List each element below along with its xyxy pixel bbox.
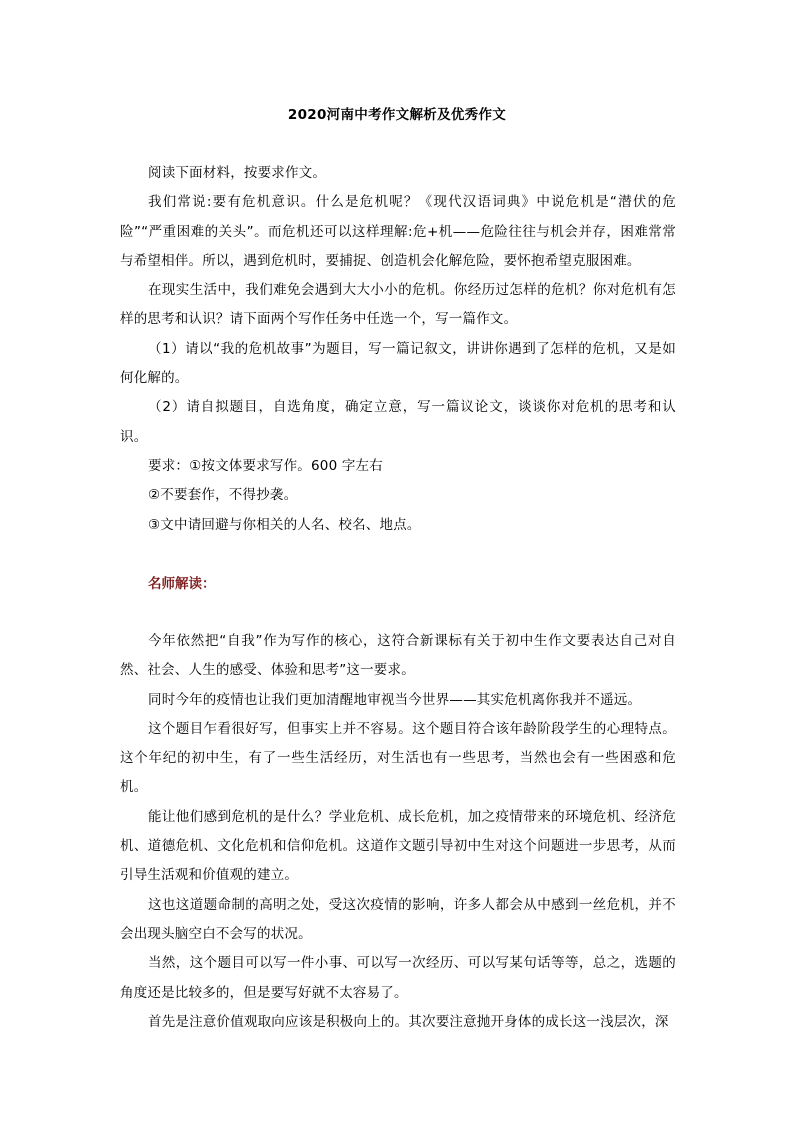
analysis-paragraph: 同时今年的疫情也让我们更加清醒地审视当今世界——其实危机离你我并不遥远。	[148, 691, 642, 708]
analysis-paragraph: 当然，这个题目可以写一件小事、可以写一次经历、可以写某句话等等，总之，选题的角度还是比较多的，但是要写好就不太容易了。	[120, 955, 676, 1001]
prompt-paragraph: （2）请自拟题目，自选角度，确定立意，写一篇议论文，谈谈你对危机的思考和认识。	[120, 399, 676, 445]
prompt-section	[120, 159, 676, 540]
analysis-section	[120, 627, 676, 1037]
document-title: 2020河南中考作文解析及优秀作文	[287, 107, 507, 123]
analysis-paragraph: 能让他们感到危机的是什么？学业危机、成长危机，加之疫情带来的环境危机、经济危机、道德危机、文化危机和信仰危机。这道作文题引导初中生对这个问题进一步思考，从而引导生活观和价值观的建立。	[120, 808, 676, 884]
prompt-paragraph: 阅读下面材料，按要求作文。	[148, 165, 327, 181]
prompt-paragraph: 在现实生活中，我们难免会遇到大大小小的危机。你经历过怎样的危机？你对危机有怎样的思考和认识？请下面两个写作任务中任选一个，写一篇作文。	[120, 282, 676, 328]
analysis-paragraph: 这也这道题命制的高明之处，受这次疫情的影响，许多人都会从中感到一丝危机，并不会出现头脑空白不会写的状况。	[120, 896, 676, 942]
analysis-paragraph: 这个题目乍看很好写，但事实上并不容易。这个题目符合该年龄阶段学生的心理特点。这个年纪的初中生，有了一些生活经历，对生活也有一些思考，当然也会有一些困惑和危机。	[120, 720, 676, 796]
prompt-paragraph: （1）请以“我的危机故事”为题目，写一篇记叙文，讲讲你遇到了怎样的危机，又是如何化解的。	[120, 340, 676, 387]
prompt-paragraph: 我们常说:要有危机意识。什么是危机呢？《现代汉语词典》中说危机是“潜伏的危险”“严重困难的关头”。而危机还可以这样理解:危+机——危险往往与机会并存，困难常常与希望相伴。所以，遇到危机时，要捕捉、创造机会化解危险，要怀抱希望克服困难。	[120, 194, 676, 269]
analysis-paragraph: 首先是注意价值观取向应该是积极向上的。其次要注意抛开身体的成长这一浅层次，深	[148, 1013, 669, 1030]
analysis-paragraph: 今年依然把“自我”作为写作的核心，这符合新课标有关于初中生作文要表达自己对自然、社会、人生的感受、体验和思考”这一要求。	[120, 633, 676, 679]
requirement-item: ②不要套作，不得抄袭。	[148, 487, 298, 504]
requirement-item: ③文中请回避与你相关的人名、校名、地点。	[148, 516, 421, 533]
requirements-line: 要求：①按文体要求写作。600 字左右	[148, 457, 383, 474]
analysis-heading: 名师解读：	[148, 576, 216, 592]
